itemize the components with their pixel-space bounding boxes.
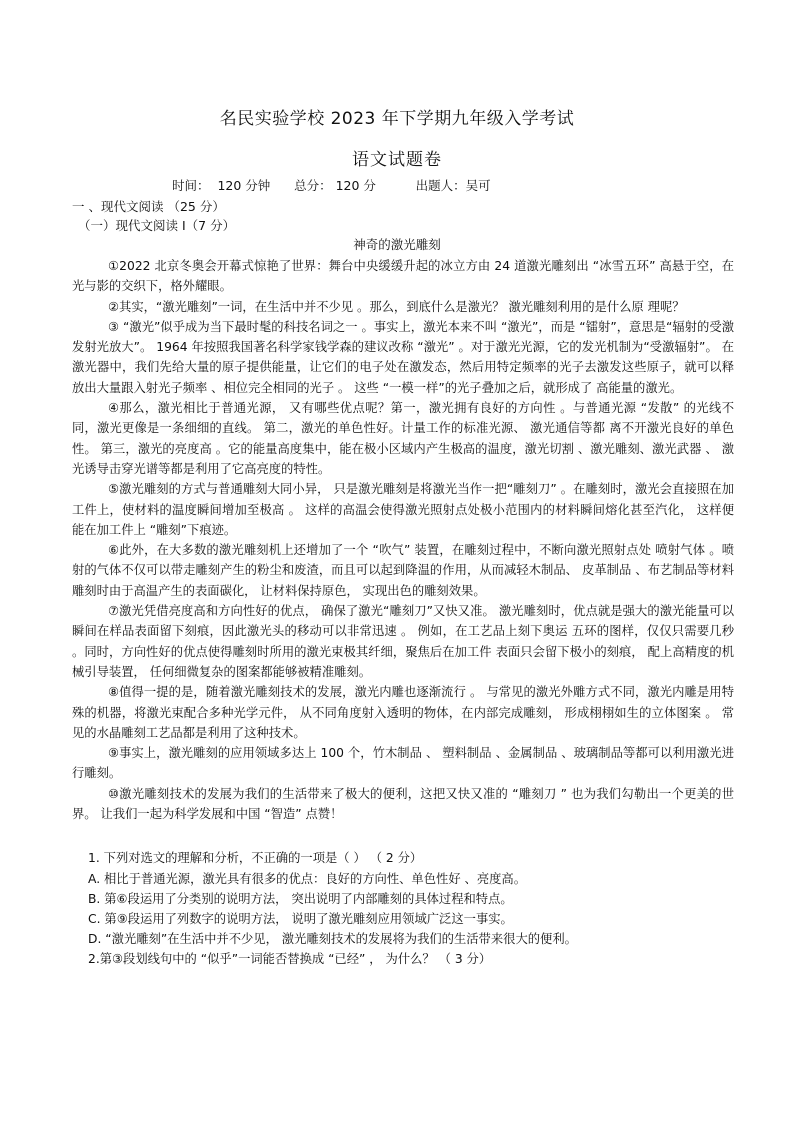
article-body xyxy=(72,256,734,824)
exam-subtitle: 语文试题卷 xyxy=(352,150,442,170)
paragraph-10: ⑩激光雕刻技术的发展为我们的生活带来了极大的便利，这把又快又准的 “雕刻刀 ” 也为我们勾勒出一个更美的世界。 让我们一起为科学发展和中国 “智造” 点赞！ xyxy=(72,786,734,822)
paragraph-2: ②其实，“激光雕刻”一词，在生活中并不少见 。那么，到底什么是激光？ 激光雕刻利用的是什么原 理呢？ xyxy=(108,299,685,314)
exam-title: 名民实验学校 2023 年下学期九年级入学考试 xyxy=(219,109,575,129)
paragraph-9: ⑨事实上，激光雕刻的应用领域多达上 100 个，竹木制品 、 塑料制品 、金属制品 、玻璃制品等都可以利用激光进行雕刻。 xyxy=(72,746,734,781)
paragraph-3: ③ “激光”似乎成为当下最时髦的科技名词之一 。事实上，激光本来不叫 “激光”，而是 “镭射”，意思是“辐射的受激发射光放大”。 1964 年按照我国著名科学家钱学森的建议改称 “激光” 。对于激光光源，它的发光机制为“受激辐射”。 在激光器中，我们先给大量的原子提供能量，让它们的电子处在激发态，然后用特定频率的光子去激发这些原子，就可以释放出大量跟入射光子频率 、相位完全相同的光子 。 这些 “一模一样”的光子叠加之后，就形成了 高能量的激光。 xyxy=(72,319,734,395)
question-2-stem: 2.第③段划线句中的 “似乎”一词能否替换成 “已经” ， 为什么？ （ 3 分） xyxy=(88,952,492,966)
article-title: 神奇的激光雕刻 xyxy=(353,237,441,252)
question-1-option-c: C. 第⑨段运用了列数字的说明方法， 说明了激光雕刻应用领域广泛这一事实。 xyxy=(88,912,513,926)
question-1-stem: 1. 下列对选文的理解和分析，不正确的一项是（ ） （ 2 分） xyxy=(88,851,423,865)
paragraph-8: ⑧值得一提的是，随着激光雕刻技术的发展，激光内雕也逐渐流行 。 与常见的激光外雕方式不同，激光内雕是用特殊的机器，将激光束配合多种光学元件， 从不同角度射入透明的物体，在内部完成雕刻， 形成栩栩如生的立体图案 。 常见的水晶雕刻工艺品都是利用了这种技术。 xyxy=(72,685,734,740)
exam-meta: 时间： 120 分钟 总分： 120 分 出题人：吴可 xyxy=(172,178,491,193)
section-heading-1: 一 、现代文阅读 （25 分） xyxy=(72,199,225,214)
paragraph-1: ①2022 北京冬奥会开幕式惊艳了世界：舞台中央缓缓升起的冰立方由 24 道激光雕刻出 “冰雪五环” 高悬于空，在光与影的交织下，格外耀眼。 xyxy=(72,259,734,294)
paragraph-4: ④那么，激光相比于普通光源， 又有哪些优点呢？第一，激光拥有良好的方向性 。与普通光源 “发散” 的光线不同，激光更像是一条细细的直线。 第二，激光的单色性好。计量工作的标准光源、 激光通信等都 离不开激光良好的单色性。 第三，激光的亮度高 。它的能量高度集中，能在极小区域内产生极高的温度，激光切割 、激光雕刻、激光武器 、 激光诱导击穿光谱等都是利用了它高亮度的特性。 xyxy=(72,401,734,476)
section-heading-1-1: （一）现代文阅读 Ⅰ（7 分） xyxy=(78,218,236,233)
paragraph-6: ⑥此外，在大多数的激光雕刻机上还增加了一个 “吹气” 装置，在雕刻过程中，不断向激光照射点处 喷射气体 。喷射的气体不仅可以带走雕刻产生的粉尘和废渣，而且可以起到降温的作用，从而减轻木制品、 皮革制品 、布艺制品等材料雕刻时由于高温产生的表面碳化， 让材料保持原色， 实现出色的雕刻效果。 xyxy=(72,543,734,598)
question-1-option-d: D. “激光雕刻”在生活中并不少见， 激光雕刻技术的发展将为我们的生活带来很大的便利。 xyxy=(88,932,577,946)
paragraph-7: ⑦激光凭借亮度高和方向性好的优点， 确保了激光“雕刻刀”又快又准。 激光雕刻时，优点就是强大的激光能量可以瞬间在样品表面留下刻痕，因此激光头的移动可以非常迅速 。 例如，在工艺品上刻下奥运 五环的图样，仅仅只需要几秒 。同时，方向性好的优点使得雕刻时所用的激光束极其纤细，聚焦后在加工件 表面只会留下极小的刻痕， 配上高精度的机械引导装置， 任何细微复杂的图案都能够被精准雕刻。 xyxy=(72,604,734,679)
question-1-option-b: B. 第⑥段运用了分类别的说明方法， 突出说明了内部雕刻的具体过程和特点。 xyxy=(88,892,513,906)
question-1-option-a: A. 相比于普通光源，激光具有很多的优点：良好的方向性、单色性好 、亮度高。 xyxy=(88,872,527,886)
paragraph-5: ⑤激光雕刻的方式与普通雕刻大同小异， 只是激光雕刻是将激光当作一把“雕刻刀” 。在雕刻时，激光会直接照在加工件上，使材料的温度瞬间增加至极高 。 这样的高温会使得激光照射点处极小范围内的材料瞬间熔化甚至汽化， 这样便能在加工件上 “雕刻”下痕迹。 xyxy=(72,482,734,537)
